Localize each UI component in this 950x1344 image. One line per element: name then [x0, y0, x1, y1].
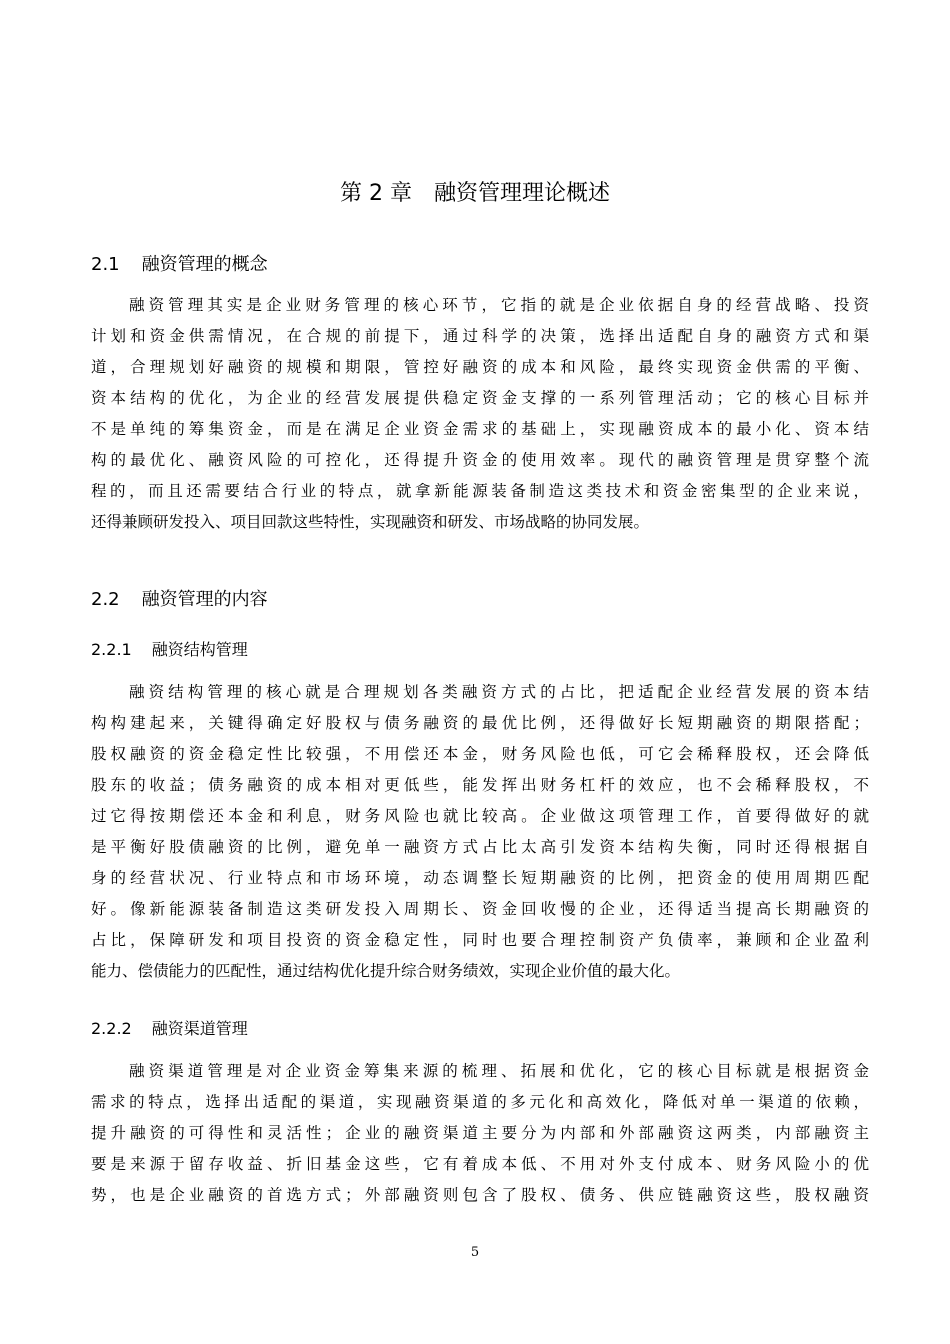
text-line: 身的经营状况、行业特点和市场环境，动态调整长短期融资的比例，把资金的使用周期匹配 — [91, 869, 869, 887]
paragraph-2-2-2 — [91, 1056, 869, 1211]
text-line: 过它得按期偿还本金和利息，财务风险也就比较高。企业做这项管理工作，首要得做好的就 — [91, 807, 869, 825]
text-line: 股权融资的资金稳定性比较强，不用偿还本金，财务风险也低，可它会稀释股权，还会降低 — [91, 745, 869, 763]
text-line: 需求的特点，选择出适配的渠道，实现融资渠道的多元化和高效化，降低对单一渠道的依赖， — [91, 1093, 869, 1111]
text-line: 融资渠道管理是对企业资金筹集来源的梳理、拓展和优化，它的核心目标就是根据资金 — [129, 1062, 869, 1080]
text-line: 融资结构管理的核心就是合理规划各类融资方式的占比，把适配企业经营发展的资本结 — [129, 683, 869, 701]
section-number: 2.1 — [91, 254, 120, 275]
section-title: 融资管理的内容 — [141, 589, 268, 610]
section-number: 2.2.2 — [91, 1019, 132, 1038]
section-number: 2.2.1 — [91, 640, 132, 659]
text-line: 能力、偿债能力的匹配性，通过结构优化提升综合财务绩效，实现企业价值的最大化。 — [91, 962, 681, 980]
text-line: 好。像新能源装备制造这类研发投入周期长、资金回收慢的企业，还得适当提高长期融资的 — [91, 900, 869, 918]
section-heading-2-2 — [91, 585, 268, 615]
text-line: 道，合理规划好融资的规模和期限，管控好融资的成本和风险，最终实现资金供需的平衡、 — [91, 358, 869, 376]
text-line: 要是来源于留存收益、折旧基金这些，它有着成本低、不用对外支付成本、财务风险小的优 — [91, 1155, 869, 1173]
paragraph-2-2-1 — [91, 677, 869, 987]
text-line: 构构建起来，关键得确定好股权与债务融资的最优比例，还得做好长短期融资的期限搭配； — [91, 714, 869, 732]
section-heading-2-1 — [91, 250, 268, 280]
chapter-title: 第 2 章 融资管理理论概述 — [340, 181, 610, 206]
text-line: 融资管理其实是企业财务管理的核心环节，它指的就是企业依据自身的经营战略、投资 — [129, 296, 869, 314]
section-title: 融资结构管理 — [151, 640, 248, 659]
text-line: 是平衡好股债融资的比例，避免单一融资方式占比太高引发资本结构失衡，同时还得根据自 — [91, 838, 869, 856]
paragraph-2-1 — [91, 290, 869, 538]
section-title: 融资渠道管理 — [151, 1019, 248, 1038]
text-line: 势，也是企业融资的首选方式；外部融资则包含了股权、债务、供应链融资这些，股权融资 — [91, 1186, 869, 1204]
section-number: 2.2 — [91, 589, 120, 610]
subsection-heading-2-2-2 — [91, 1015, 248, 1043]
page-number: 5 — [470, 1245, 480, 1260]
text-line: 股东的收益；债务融资的成本相对更低些，能发挥出财务杠杆的效应，也不会稀释股权，不 — [91, 776, 869, 794]
text-line: 资本结构的优化，为企业的经营发展提供稳定资金支撑的一系列管理活动；它的核心目标并 — [91, 389, 869, 407]
text-line: 不是单纯的筹集资金，而是在满足企业资金需求的基础上，实现融资成本的最小化、资本结 — [91, 420, 869, 438]
text-line: 提升融资的可得性和灵活性；企业的融资渠道主要分为内部和外部融资这两类，内部融资主 — [91, 1124, 869, 1142]
text-line: 计划和资金供需情况，在合规的前提下，通过科学的决策，选择出适配自身的融资方式和渠 — [91, 327, 869, 345]
text-line: 程的，而且还需要结合行业的特点，就拿新能源装备制造这类技术和资金密集型的企业来说， — [91, 482, 869, 500]
subsection-heading-2-2-1 — [91, 636, 248, 664]
section-title: 融资管理的概念 — [141, 254, 268, 275]
text-line: 还得兼顾研发投入、项目回款这些特性，实现融资和研发、市场战略的协同发展。 — [91, 513, 650, 531]
text-line: 构的最优化、融资风险的可控化，还得提升资金的使用效率。现代的融资管理是贯穿整个流 — [91, 451, 869, 469]
text-line: 占比，保障研发和项目投资的资金稳定性，同时也要合理控制资产负债率，兼顾和企业盈利 — [91, 931, 869, 949]
